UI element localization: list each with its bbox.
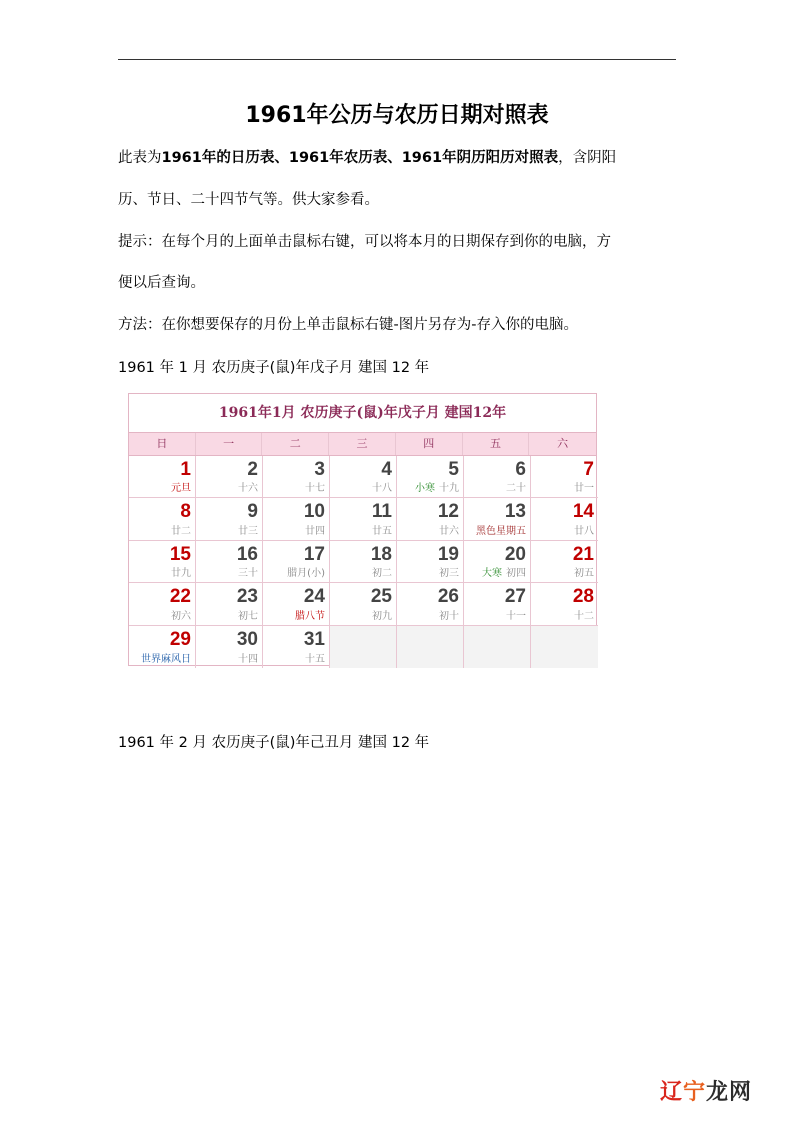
lunar-date — [482, 564, 526, 579]
lunar-text: 十五 — [305, 653, 325, 665]
intro-suffix: ，含阴阳 — [558, 150, 617, 166]
lunar-date — [141, 650, 191, 665]
lunar-date — [439, 607, 459, 622]
lunar-date — [372, 479, 392, 494]
day-number: 16 — [236, 543, 258, 565]
weekday-wed: 三 — [329, 433, 396, 455]
lunar-date — [171, 522, 191, 537]
lunar-date — [295, 607, 325, 622]
lunar-date — [439, 564, 459, 579]
day-number: 1 — [180, 459, 191, 480]
day-number: 2 — [247, 459, 258, 480]
lunar-date — [238, 522, 258, 537]
weekday-mon: 一 — [196, 433, 263, 455]
day-number: 13 — [504, 501, 526, 523]
lunar-text: 廿四 — [305, 525, 325, 537]
day-number: 3 — [314, 459, 325, 480]
day-number: 19 — [437, 543, 459, 565]
lunar-text: 初三 — [439, 568, 459, 580]
day-number: 12 — [437, 501, 459, 523]
day-number: 21 — [572, 543, 594, 565]
calendar-day-cell — [397, 498, 464, 540]
calendar-day-cell — [196, 456, 263, 498]
lunar-text: 十八 — [372, 483, 392, 495]
weekday-tue: 二 — [262, 433, 329, 455]
lunar-text: 二十 — [506, 483, 526, 495]
solar-term: 大寒 — [482, 568, 502, 580]
day-number: 20 — [504, 543, 526, 565]
solar-term: 小寒 — [415, 483, 435, 495]
weekday-sun: 日 — [129, 433, 196, 455]
lunar-text: 初五 — [574, 568, 594, 580]
day-number: 10 — [303, 501, 325, 523]
day-number: 22 — [169, 586, 191, 608]
calendar-day-cell — [196, 626, 263, 668]
lunar-date — [171, 607, 191, 622]
intro-line-2: 历、节日、二十四节气等。供大家参看。 — [118, 192, 379, 208]
day-number: 29 — [169, 628, 191, 650]
calendar-day-cell — [531, 498, 598, 540]
lunar-text: 腊八节 — [295, 610, 325, 622]
weekday-row — [129, 433, 596, 456]
lunar-date — [238, 650, 258, 665]
lunar-date — [305, 650, 325, 665]
calendar-day-cell — [531, 541, 598, 583]
lunar-text: 廿九 — [171, 568, 191, 580]
day-number: 26 — [437, 586, 459, 608]
calendar-day-cell — [330, 498, 397, 540]
intro-bold: 1961年的日历表、1961年农历表、1961年阴历阳历对照表 — [161, 150, 559, 166]
day-number: 7 — [583, 459, 594, 480]
day-number: 11 — [371, 501, 392, 523]
lunar-date — [506, 607, 526, 622]
calendar-empty-cell — [464, 626, 531, 668]
day-number: 30 — [236, 628, 258, 650]
top-rule — [118, 59, 676, 60]
calendar-day-cell — [531, 456, 598, 498]
day-number: 28 — [572, 586, 594, 608]
calendar-january[interactable] — [128, 393, 597, 666]
lunar-date — [305, 522, 325, 537]
day-number: 27 — [504, 586, 526, 608]
lunar-text: 三十 — [238, 568, 258, 580]
calendar-day-cell — [263, 456, 330, 498]
lunar-date — [305, 479, 325, 494]
lunar-date — [372, 564, 392, 579]
lunar-date — [238, 564, 258, 579]
lunar-text: 廿三 — [238, 525, 258, 537]
lunar-text: 世界麻风日 — [141, 653, 191, 665]
day-number: 9 — [247, 501, 258, 523]
lunar-text: 十二 — [574, 610, 594, 622]
lunar-date — [372, 522, 392, 537]
calendar-day-cell — [129, 456, 196, 498]
lunar-date — [415, 479, 459, 494]
lunar-text: 初四 — [506, 568, 526, 580]
watermark-part-3: 龙网 — [706, 1080, 753, 1105]
calendar-day-cell — [330, 583, 397, 625]
day-number: 6 — [515, 459, 526, 480]
lunar-date — [574, 522, 594, 537]
calendar-day-cell — [330, 541, 397, 583]
calendar-empty-cell — [397, 626, 464, 668]
calendar-day-cell — [263, 583, 330, 625]
day-number: 8 — [180, 501, 191, 523]
lunar-text: 廿二 — [171, 525, 191, 537]
day-number: 15 — [169, 543, 191, 565]
lunar-date — [238, 607, 258, 622]
month-1-label: 1961 年 1 月 农历庚子(鼠)年戊子月 建国 12 年 — [118, 360, 430, 376]
tip-line-1: 提示：在每个月的上面单击鼠标右键，可以将本月的日期保存到你的电脑，方 — [118, 234, 611, 250]
day-number: 31 — [303, 628, 325, 650]
calendar-header: 1961年1月 农历庚子(鼠)年戊子月 建国12年 — [129, 394, 596, 433]
calendar-day-cell — [263, 541, 330, 583]
lunar-text: 廿六 — [439, 525, 459, 537]
day-number: 18 — [370, 543, 392, 565]
day-number: 14 — [572, 501, 594, 523]
watermark-part-1: 辽 — [660, 1080, 684, 1105]
calendar-day-cell — [330, 456, 397, 498]
calendar-empty-cell — [330, 626, 397, 668]
calendar-day-cell — [464, 498, 531, 540]
month-2-label: 1961 年 2 月 农历庚子(鼠)年己丑月 建国 12 年 — [118, 735, 430, 751]
intro-prefix: 此表为 — [118, 150, 162, 166]
lunar-date — [476, 522, 526, 537]
calendar-day-cell — [263, 498, 330, 540]
day-number: 17 — [303, 543, 325, 565]
lunar-text: 十七 — [305, 483, 325, 495]
calendar-day-cell — [464, 541, 531, 583]
lunar-date — [171, 479, 191, 494]
site-watermark-logo — [660, 1075, 752, 1106]
lunar-date — [506, 479, 526, 494]
calendar-day-cell — [196, 541, 263, 583]
intro-line-1 — [118, 148, 678, 168]
lunar-date — [439, 522, 459, 537]
day-number: 4 — [381, 459, 392, 480]
calendar-day-cell — [464, 583, 531, 625]
lunar-date — [574, 564, 594, 579]
day-number: 25 — [370, 586, 392, 608]
calendar-day-cell — [531, 583, 598, 625]
calendar-day-cell — [129, 541, 196, 583]
calendar-day-cell — [129, 626, 196, 668]
calendar-day-cell — [397, 541, 464, 583]
weekday-sat: 六 — [557, 437, 569, 450]
lunar-date — [238, 479, 258, 494]
calendar-day-cell — [196, 583, 263, 625]
lunar-text: 腊月(小) — [287, 568, 325, 580]
weekday-fri: 五 — [463, 433, 530, 455]
lunar-text: 廿五 — [372, 525, 392, 537]
lunar-text: 十一 — [506, 610, 526, 622]
calendar-day-cell — [263, 626, 330, 668]
lunar-date — [574, 479, 594, 494]
watermark-part-2: 宁 — [683, 1080, 707, 1105]
lunar-text: 初十 — [439, 610, 459, 622]
day-number: 23 — [236, 586, 258, 608]
lunar-text: 廿八 — [574, 525, 594, 537]
calendar-day-cell — [397, 456, 464, 498]
calendar-day-cell — [464, 456, 531, 498]
lunar-date — [171, 564, 191, 579]
lunar-text: 十四 — [238, 653, 258, 665]
lunar-text: 初二 — [372, 568, 392, 580]
calendar-grid — [129, 456, 596, 668]
method-text: 方法：在你想要保存的月份上单击鼠标右键-图片另存为-存入你的电脑。 — [118, 317, 578, 333]
lunar-text: 初六 — [171, 610, 191, 622]
lunar-text: 廿一 — [574, 483, 594, 495]
calendar-day-cell — [397, 583, 464, 625]
lunar-text: 十九 — [439, 483, 459, 495]
calendar-day-cell — [129, 498, 196, 540]
calendar-day-cell — [129, 583, 196, 625]
calendar-empty-cell — [531, 626, 598, 668]
calendar-day-cell — [196, 498, 263, 540]
lunar-text: 黑色星期五 — [476, 525, 526, 537]
lunar-date — [372, 607, 392, 622]
day-number: 5 — [448, 459, 459, 480]
lunar-text: 十六 — [238, 483, 258, 495]
lunar-date — [287, 564, 325, 579]
day-number: 24 — [303, 586, 325, 608]
page-title: 1961年公历与农历日期对照表 — [245, 103, 549, 128]
weekday-thu: 四 — [396, 433, 463, 455]
lunar-date — [574, 607, 594, 622]
lunar-text: 元旦 — [171, 483, 191, 495]
lunar-text: 初七 — [238, 610, 258, 622]
tip-line-2: 便以后查询。 — [118, 275, 205, 291]
lunar-text: 初九 — [372, 610, 392, 622]
